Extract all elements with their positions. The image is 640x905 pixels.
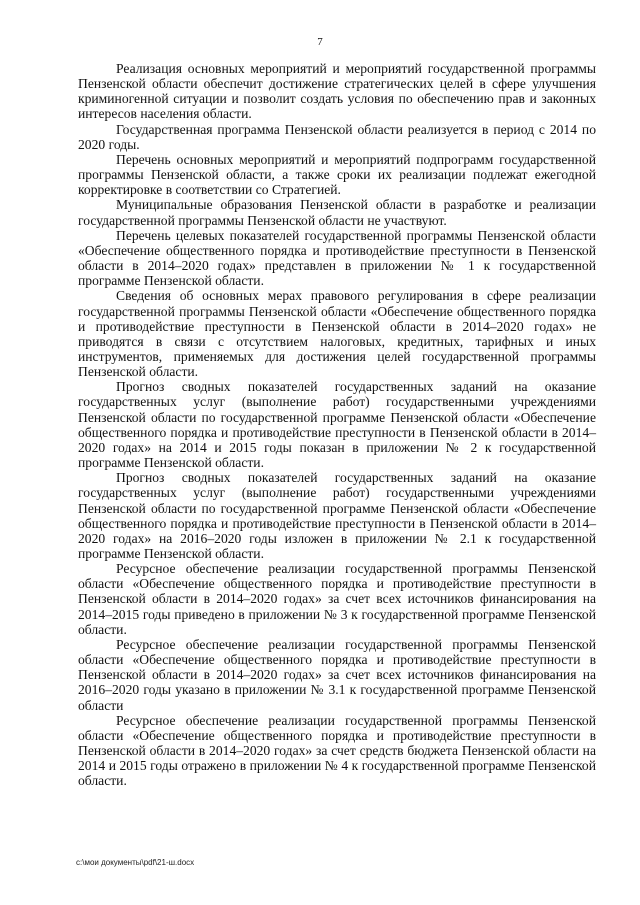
paragraph-8: Прогноз сводных показателей государственных заданий на оказание государственных услуг (выполнение работ) государственными учреждениями Пензенской области по государственной программе Пензенской области «Обеспечение общественного порядка и противодействие преступности в Пензенской области в 2014–2020 годах» на 2016–2020 годы изложен в приложении № 2.1 к государственной программе Пензенской области. xyxy=(78,470,596,561)
paragraph-7: Прогноз сводных показателей государственных заданий на оказание государственных услуг (выполнение работ) государственными учреждениями Пензенской области по государственной программе Пензенской области «Обеспечение общественного порядка и противодействие преступности в Пензенской области в 2014–2020 годах» на 2014 и 2015 годы показан в приложении № 2 к государственной программе Пензенской области. xyxy=(78,379,596,471)
page-number: 7 xyxy=(317,36,323,48)
paragraph-10: Ресурсное обеспечение реализации государственной программы Пензенской области «Обеспечение общественного порядка и противодействие преступности в Пензенской области в 2014–2020 годах» за счет всех источников финансирования на 2016–2020 годы указано в приложении № 3.1 к государственной программе Пензенской области xyxy=(78,636,596,713)
paragraph-2: Государственная программа Пензенской области реализуется в период с 2014 по 2020 годы. xyxy=(78,121,596,152)
paragraph-9: Ресурсное обеспечение реализации государственной программы Пензенской области «Обеспечение общественного порядка и противодействие преступности в Пензенской области в 2014–2020 годах» за счет всех источников финансирования на 2014–2015 годы приведено в приложении № 3 к государственной программе Пензенской области. xyxy=(78,561,596,637)
file-path-footer: c:\мои документы\pdf\21-ш.docx xyxy=(76,858,195,867)
paragraph-11: Ресурсное обеспечение реализации государственной программы Пензенской области «Обеспечение общественного порядка и противодействие преступности в Пензенской области в 2014–2020 годах» за счет средств бюджета Пензенской области на 2014 и 2015 годы отражено в приложении № 4 к государственной программе Пензенской области. xyxy=(78,712,596,789)
paragraph-4: Муниципальные образования Пензенской области в разработке и реализации государственной программы Пензенской области не участвуют. xyxy=(78,197,596,228)
paragraph-6: Сведения об основных мерах правового регулирования в сфере реализации государственной программы Пензенской области «Обеспечение общественного порядка и противодействие преступности в Пензенской области в 2014–2020 годах» не приводятся в связи с отсутствием налоговых, кредитных, тарифных и иных инструментов, применяемых для достижения целей государственной программы Пензенской области. xyxy=(78,288,596,380)
paragraph-3: Перечень основных мероприятий и мероприятий подпрограмм государственной программы Пензенской области, а также сроки их реализации подлежат ежегодной корректировке в соответствии со Стратегией. xyxy=(78,151,596,198)
paragraph-1: Реализация основных мероприятий и мероприятий государственной программы Пензенской области обеспечит достижение стратегических целей в сфере улучшения криминогенной ситуации и позволит создать условия по обеспечению прав и законных интересов населения области. xyxy=(78,61,596,122)
document-body xyxy=(78,61,596,789)
paragraph-5: Перечень целевых показателей государственной программы Пензенской области «Обеспечение общественного порядка и противодействие преступности в Пензенской области в 2014–2020 годах» представлен в приложении № 1 к государственной программе Пензенской области. xyxy=(78,227,596,289)
